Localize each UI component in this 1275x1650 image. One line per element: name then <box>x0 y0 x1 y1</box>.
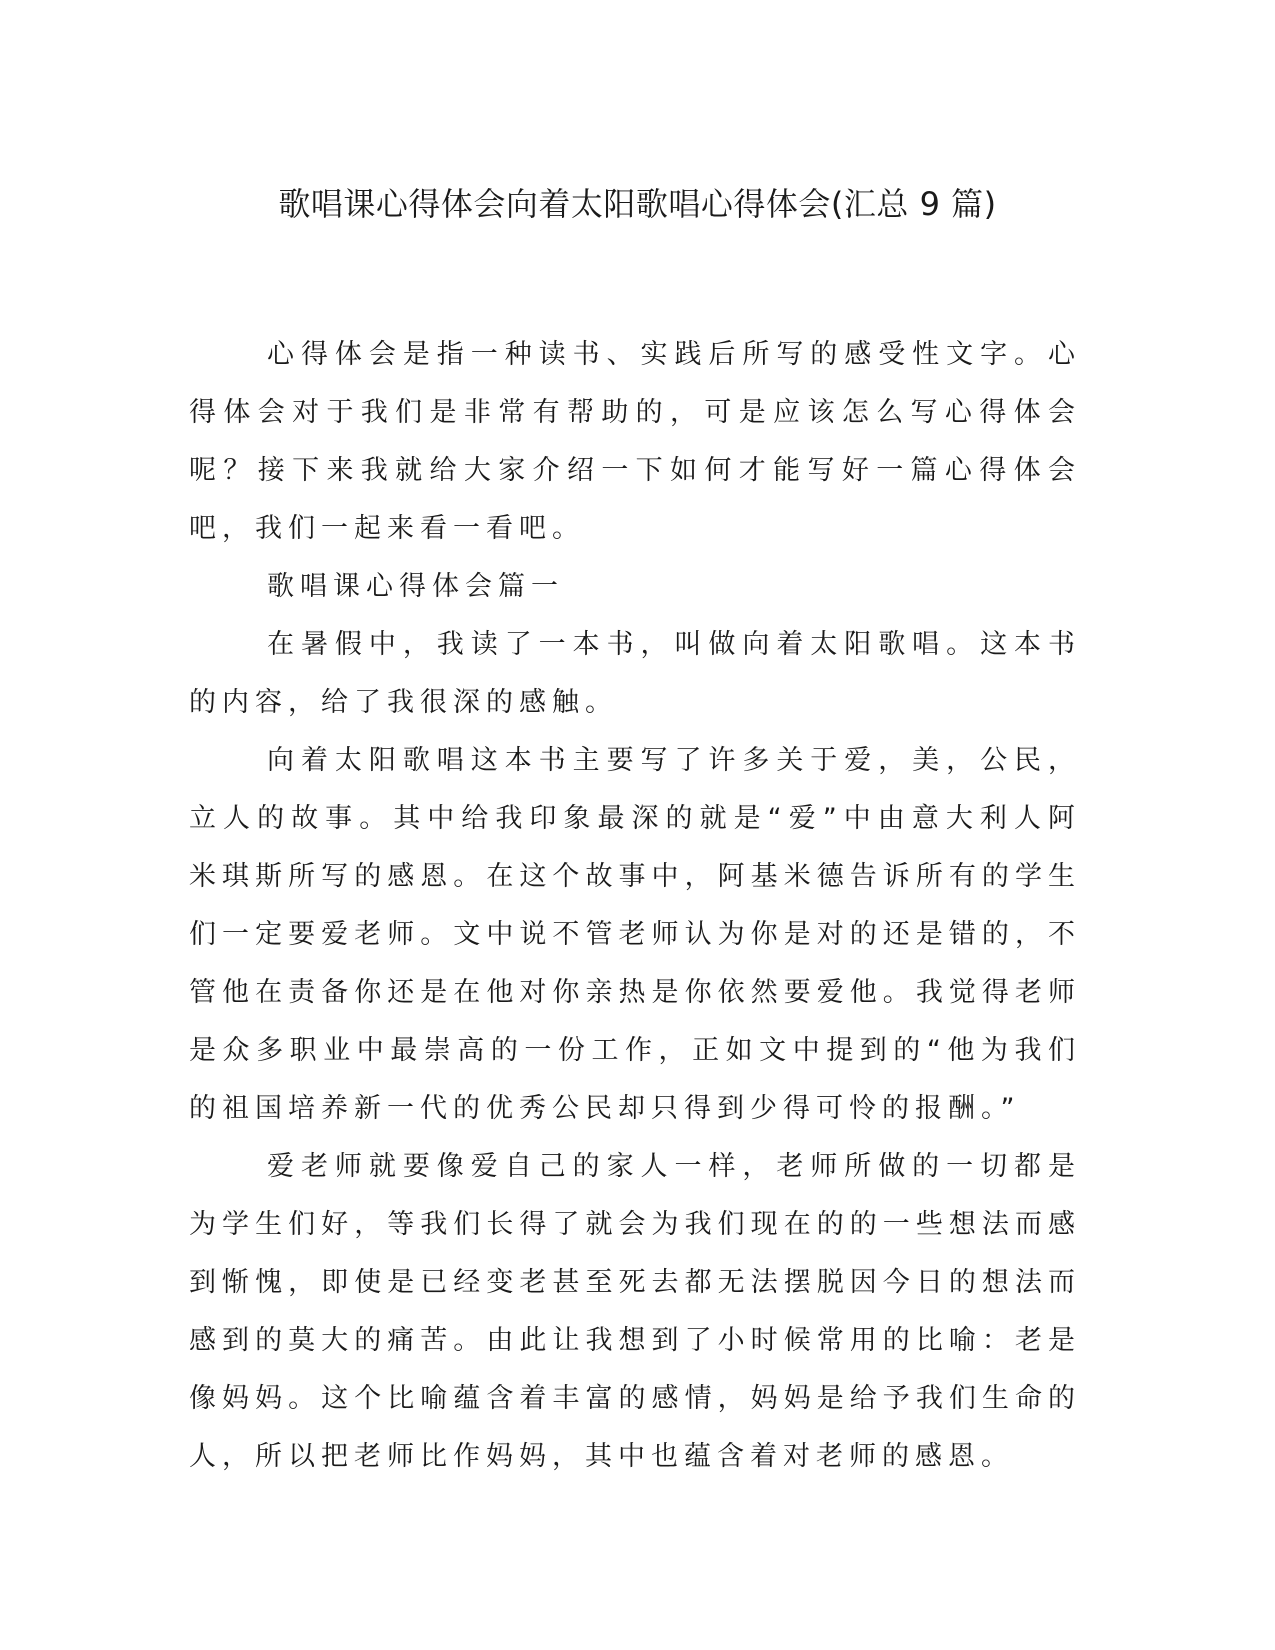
paragraph: 爱老师就要像爱自己的家人一样，老师所做的一切都是为学生们好，等我们长得了就会为我们现在的的一些想法而感到惭愧，即使是已经变老甚至死去都无法摆脱因今日的想法而感到的莫大的痛苦。由此让我想到了小时候常用的比喻：老是像妈妈。这个比喻蕴含着丰富的感情，妈妈是给予我们生命的人，所以把老师比作妈妈，其中也蕴含着对老师的感恩。 <box>189 1151 1081 1472</box>
document-title: 歌唱课心得体会向着太阳歌唱心得体会(汇总 9 篇) <box>278 185 997 223</box>
paragraph: 向着太阳歌唱这本书主要写了许多关于爱，美，公民，立人的故事。其中给我印象最深的就是“爱”中由意大利人阿米琪斯所写的感恩。在这个故事中，阿基米德告诉所有的学生们一定要爱老师。文中说不管老师认为你是对的还是错的，不管他在责备你还是在他对你亲热是你依然要爱他。我觉得老师是众多职业中最崇高的一份工作，正如文中提到的“他为我们的祖国培养新一代的优秀公民却只得到少得可怜的报酬。” <box>189 745 1081 1124</box>
paragraph-intro: 心得体会是指一种读书、实践后所写的感受性文字。心得体会对于我们是非常有帮助的，可是应该怎么写心得体会呢？接下来我就给大家介绍一下如何才能写好一篇心得体会吧，我们一起来看一看吧。 <box>189 339 1081 544</box>
section-heading: 歌唱课心得体会篇一 <box>267 571 564 602</box>
document-body <box>189 326 1081 1486</box>
paragraph: 在暑假中，我读了一本书，叫做向着太阳歌唱。这本书的内容，给了我很深的感触。 <box>189 629 1081 718</box>
